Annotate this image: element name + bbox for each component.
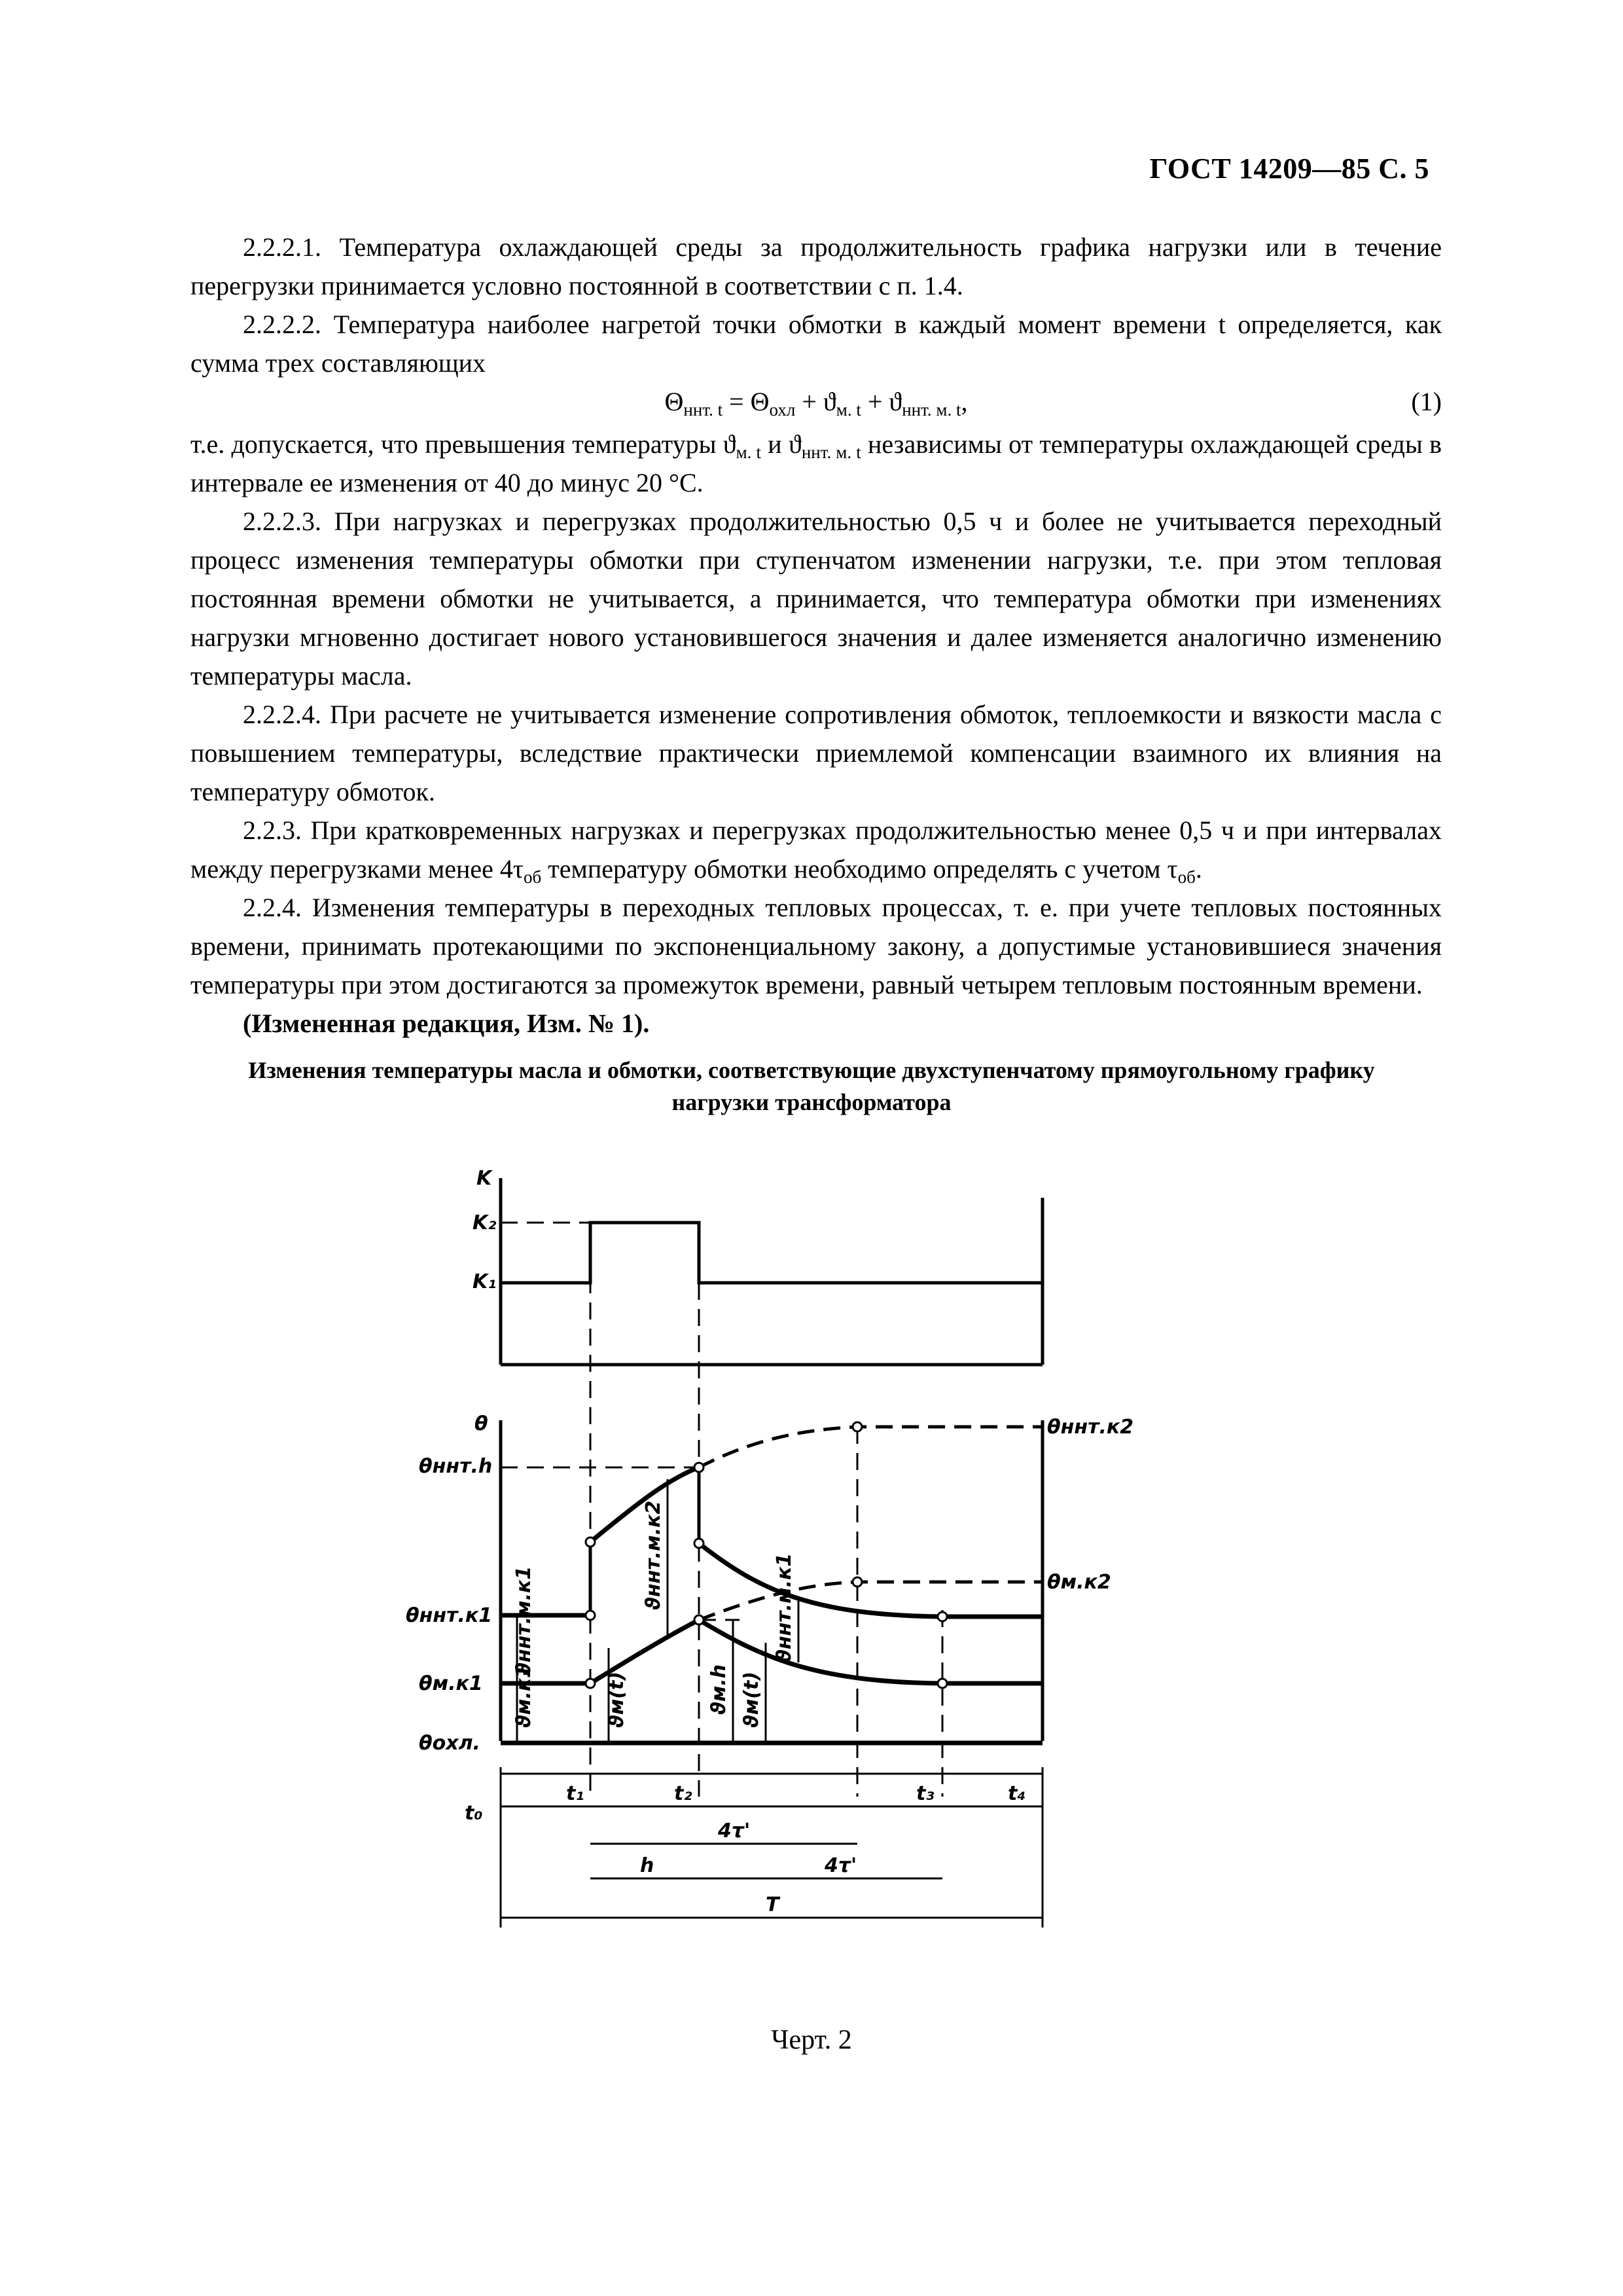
label-theta-m-k2: θм.к2 [1047,1571,1111,1594]
amendment-note: (Измененная редакция, Изм. № 1). [243,1009,650,1038]
label-v-nnt-m-k1-a: ϑннт.м.к1 [512,1566,535,1676]
paragraph-2-2-4: 2.2.4. Изменения температуры в переходных тепловых процессах, т. е. при учете тепловых постоянных времени, принимать протекающими по экспоненциальному закону, а допустимые установившиеся значения температуры при этом достигаются за промежуток времени, равный четырем тепловым постоянным времени. [190,893,1442,999]
label-t1: t₁ [566,1782,584,1805]
point-t2-winding-h [694,1463,704,1472]
point-t4-oil-k1 [938,1679,947,1688]
load-curve [501,1223,1043,1283]
label-v-nnt-m-k1-b: ϑннт.м.к1 [773,1552,796,1662]
paragraph-after-formula: т.е. допускается, что превышения температуры $ϑ_{м. t}$ и $ϑ_{ннт. м. t}$ независимы от температуры охлаждающей среды в интервале ее изменения от 40 до минус 20 °С. [190,429,1442,497]
point-t2-winding-drop [694,1539,704,1548]
label-v-nnt-m-k2: ϑннт.м.к2 [642,1500,665,1610]
label-theta-m-k1: θм.к1 [419,1672,483,1695]
label-K1: K₁ [473,1270,497,1293]
point-t3-oil-k2 [853,1577,862,1587]
label-theta: θ [474,1412,488,1435]
diagram-svg [393,1139,1178,1964]
paragraph-2-2-2-4: 2.2.2.4. При расчете не учитывается изменение сопротивления обмоток, теплоемкости и вязкости масла с повышением температуры, вследствие практически приемлемой компенсации взаимного их влияния на температуру обмоток. [190,700,1442,806]
label-t2: t₂ [674,1782,692,1805]
formula-expression: $\Theta_{ннт. t} = \Theta_{охл} + ϑ_{м. t} + ϑ_{ннт. м. t}$, [664,387,968,420]
paragraph-2-2-2-2: 2.2.2.2. Температура наиболее нагретой точки обмотки в каждый момент времени t определяется, как сумма трех составляющих [190,310,1442,378]
paragraph-2-2-2-3: 2.2.2.3. При нагрузках и перегрузках продолжительностью 0,5 ч и более не учитывается переходный процесс изменения температуры обмотки при ступенчатом изменении нагрузки, т.е. при этом тепловая постоянная времени обмотки не учитывается, а принимается, что температура обмотки при изменениях нагрузки мгновенно достигает нового установившегося значения и далее изменяется аналогично изменению температуры масла. [190,507,1442,691]
label-v-m-k1: ϑм.к1 [512,1664,535,1728]
label-t0: t₀ [465,1802,483,1825]
page-header: ГОСТ 14209—85 С. 5 [1149,152,1429,185]
point-t1-winding-jump [586,1537,595,1547]
formula-1 [190,382,1442,425]
label-four-tau-b: 4τ' [825,1854,857,1877]
label-theta-ohl: θохл. [419,1732,480,1755]
paragraph-2-2-3: 2.2.3. При кратковременных нагрузках и перегрузках продолжительностью менее 0,5 ч и при интервалах между перегрузками менее $4\tau_{об}$ температуру обмотки необходимо определять с учетом $\tau_{об}$. [190,816,1442,887]
label-v-m-h: ϑм.h [707,1664,730,1715]
label-t4: t₄ [1008,1782,1026,1805]
label-four-tau-a: 4τ' [718,1820,751,1842]
label-theta-nnt-k1: θннт.к1 [406,1604,493,1627]
label-theta-nnt-h: θннт.h [419,1455,493,1478]
body-text [190,228,1442,1043]
point-t2-oil-h [694,1615,704,1624]
point-t4-winding-k1 [938,1612,947,1621]
label-h: h [640,1854,654,1877]
label-v-m-t-b: ϑм(t) [740,1671,763,1728]
label-t3: t₃ [916,1782,935,1805]
point-t3-winding-k2 [853,1422,862,1431]
figure-caption: Черт. 2 [771,2025,852,2055]
point-t1-oil [586,1679,595,1688]
formula-number: (1) [1411,387,1442,416]
winding-cooling-curve [699,1543,1043,1617]
temperature-diagram [393,1139,1178,1964]
label-K: K [476,1167,492,1190]
winding-k2-asymptote [699,1427,1043,1467]
label-theta-nnt-k2: θннт.к2 [1047,1416,1134,1439]
point-t1-winding-k1 [586,1611,595,1620]
label-K2: K₂ [473,1211,497,1234]
paragraph-2-2-2-1: 2.2.2.1. Температура охлаждающей среды за продолжительность графика нагрузки или в течение перегрузки принимается условно постоянной в соответствии с п. 1.4. [190,232,1442,300]
label-T: T [766,1893,779,1916]
label-v-m-t-a: ϑм(t) [605,1671,628,1728]
figure-title: Изменения температуры масла и обмотки, соответствующие двухступенчатому прямоугольному графику нагрузки трансформатора [248,1057,1375,1115]
